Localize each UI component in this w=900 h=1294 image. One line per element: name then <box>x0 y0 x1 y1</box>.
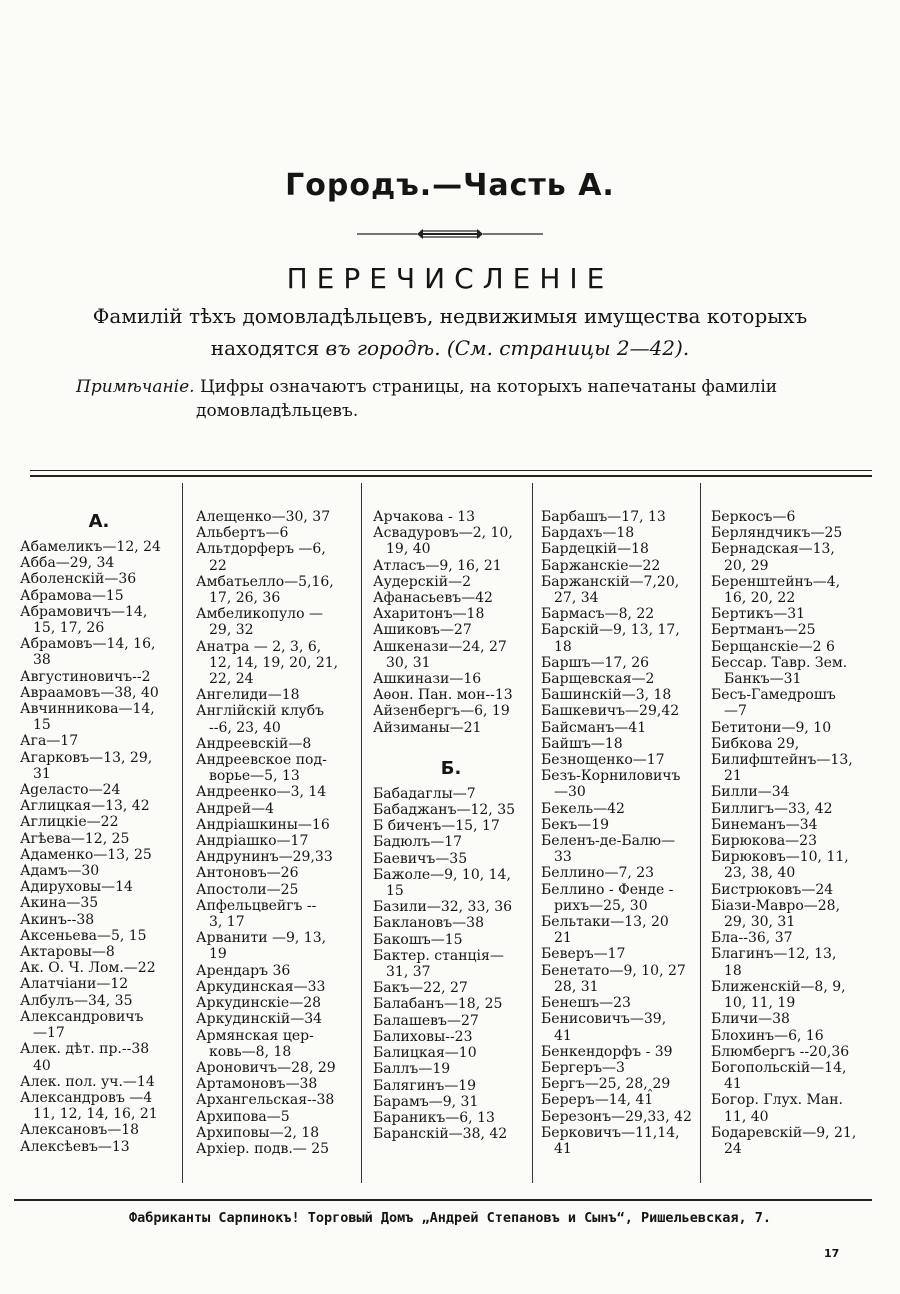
index-entry-continuation: 16, 20, 22 <box>724 590 796 607</box>
index-entry: Баклановъ—38 <box>373 915 484 932</box>
index-entry: Ашкинази—16 <box>373 671 482 688</box>
index-entry: Бергъ—25, 28,‸29 <box>541 1076 671 1093</box>
index-entry: Балашевъ—27 <box>373 1012 479 1029</box>
index-entry: Аркудинская—33 <box>196 978 326 995</box>
index-entry: Архиповы—2, 18 <box>196 1124 320 1141</box>
index-entry: Ага—17 <box>20 733 79 750</box>
index-entry: Башкевичъ—29,42 <box>541 703 680 720</box>
index-entry: Албулъ—34, 35 <box>20 992 133 1009</box>
index-entry: Барбашъ—17, 13 <box>541 509 666 525</box>
index-entry: Айзиманы—21 <box>373 719 482 736</box>
index-entry: Бардахъ—18 <box>541 525 635 542</box>
index-entry: Бекъ—19 <box>541 816 610 833</box>
index-entry-continuation: ворье—5, 13 <box>209 768 300 785</box>
subtitle-line-1: Фамилій тѣхъ домовладѣльцевъ, недвижимыя имущества которыхъ <box>92 304 808 328</box>
index-entry-continuation: 20, 29 <box>724 557 769 574</box>
column-divider <box>532 483 533 1183</box>
index-entry: Ак. О. Ч. Лом.—22 <box>20 960 156 977</box>
index-entry: Бетитони—9, 10 <box>711 719 832 736</box>
note <box>76 375 836 423</box>
index-entry: Авчинникова—14, <box>20 701 155 718</box>
index-entry: Бажоле—9, 10, 14, <box>373 866 511 883</box>
index-entry-continuation: 41 <box>554 1027 572 1044</box>
index-entry: Бесъ-Гамедрошъ <box>711 687 836 704</box>
index-entry-continuation: 18 <box>724 962 742 979</box>
index-entry-continuation: 12, 14, 19, 20, 21, <box>209 654 339 671</box>
index-column-4 <box>541 509 697 1157</box>
index-entry: Билифштейнъ—13, <box>711 752 853 769</box>
index-entry-continuation: 19 <box>209 946 227 963</box>
index-entry: Бельтаки—13, 20 <box>541 914 669 931</box>
index-entry: Апостоли—25 <box>196 881 299 898</box>
index-entry: Бергеръ—3 <box>541 1059 625 1076</box>
index-entry: Аркудинскіе—28 <box>196 995 322 1012</box>
index-entry: Бинеманъ—34 <box>711 816 818 833</box>
note-label: Примѣчаніе. <box>76 377 195 397</box>
index-column-5 <box>711 509 873 1157</box>
index-entry-continuation: 23, 38, 40 <box>724 865 796 882</box>
index-entry: Альбертъ—6 <box>196 525 289 542</box>
index-entry-continuation: 31, 37 <box>386 964 431 981</box>
index-entry: Бардецкій—18 <box>541 541 649 558</box>
index-entry: Августиновичъ--2 <box>20 668 151 685</box>
index-entry: Беленъ-де-Балю— <box>541 833 676 850</box>
index-entry: Балягинъ—19 <box>373 1077 477 1094</box>
index-entry-continuation: 33 <box>554 849 572 866</box>
index-entry: Александровъ —4 <box>20 1089 153 1106</box>
index-entry: Амбатьелло—5,16, <box>196 573 334 590</box>
index-entry-continuation: ковь—8, 18 <box>209 1043 292 1060</box>
bottom-rule <box>14 1199 872 1201</box>
index-entry-continuation: 15, 17, 26 <box>33 620 105 637</box>
index-entry: Бличи—38 <box>711 1011 790 1028</box>
index-entry: Андрунинъ—29,33 <box>196 849 333 866</box>
index-entry: Александровичъ <box>20 1008 144 1025</box>
index-entry: Ахаритонъ—18 <box>373 606 485 623</box>
index-entry: Бибкова 29, <box>711 735 800 752</box>
index-entry: Бараникъ—6, 13 <box>373 1109 495 1126</box>
index-entry: Баржанскіе—22 <box>541 557 661 574</box>
index-entry: Бертикъ—31 <box>711 606 806 623</box>
index-entry: Ангелиди—18 <box>196 687 300 704</box>
index-entry: Аболенскій—36 <box>20 571 137 588</box>
page-number: 17 <box>824 1247 840 1260</box>
index-entry: Беверъ—17 <box>541 946 626 963</box>
index-entry: Бармасъ—8, 22 <box>541 606 655 623</box>
index-entry: Адируховы—14 <box>20 879 133 896</box>
index-entry: Андреенко—3, 14 <box>196 784 327 801</box>
top-rule-thin <box>30 470 872 471</box>
index-entry-continuation: 27, 34 <box>554 590 599 607</box>
index-entry: Агарковъ—13, 29, <box>20 749 153 766</box>
column-divider <box>700 483 701 1183</box>
index-entry: Барщевская—2 <box>541 671 655 688</box>
index-entry: Баллъ—19 <box>373 1061 451 1078</box>
index-entry: Аркудинскій—34 <box>196 1011 323 1028</box>
column-divider <box>182 483 183 1183</box>
index-entry-continuation: --6, 23, 40 <box>209 719 281 736</box>
subtitle-line-2 <box>0 336 900 360</box>
index-entry: Абрамовъ—14, 16, <box>20 636 156 653</box>
index-entry: Благинъ—12, 13, <box>711 946 837 963</box>
index-entry: Ближенскій—8, 9, <box>711 978 846 995</box>
index-entry: Богор. Глух. Ман. <box>711 1092 844 1109</box>
index-entry-continuation: 18 <box>554 638 572 655</box>
index-entry: Баршъ—17, 26 <box>541 654 650 671</box>
index-entry: Беллино - Фенде - <box>541 881 674 898</box>
index-entry-continuation: 10, 11, 19 <box>724 995 796 1012</box>
index-entry: Бернадская—13, <box>711 541 835 558</box>
index-entry: Березонъ—29,33, 42 <box>541 1108 692 1125</box>
index-entry: Бенкендорфъ - 39 <box>541 1043 673 1060</box>
index-entry: Бенетато—9, 10, 27 <box>541 962 686 979</box>
index-entry: Антоновъ—26 <box>196 865 299 882</box>
index-entry: Башинскій—3, 18 <box>541 687 672 704</box>
index-entry: Бабадаглы—7 <box>373 785 476 802</box>
index-entry: Афанасьевъ—42 <box>373 590 493 607</box>
note-text-line-2: домовладѣльцевъ. <box>196 401 359 421</box>
index-entry: Базили—32, 33, 36 <box>373 899 513 916</box>
index-entry: Арчакова - 13 <box>373 509 476 525</box>
index-entry: Апфельцвейгъ -- <box>196 897 317 914</box>
index-entry: Абрамова—15 <box>20 587 124 604</box>
index-entry: Абба—29, 34 <box>20 555 115 572</box>
index-entry: Билли—34 <box>711 784 790 801</box>
index-entry: Берляндчикъ—25 <box>711 525 843 542</box>
index-entry: Арендаръ 36 <box>196 962 291 979</box>
index-entry: Айзенбергъ—6, 19 <box>373 703 510 720</box>
index-entry-continuation: 29, 30, 31 <box>724 914 796 931</box>
index-entry: Барскій—9, 13, 17, <box>541 622 680 639</box>
index-entry-continuation: —17 <box>33 1025 65 1042</box>
index-entry-continuation: 3, 17 <box>209 914 245 931</box>
index-entry: Армянская цер- <box>196 1027 314 1044</box>
index-entry: Бенешъ—23 <box>541 995 631 1012</box>
index-entry: Ageласто—24 <box>20 782 121 799</box>
index-entry: Баевичъ—35 <box>373 850 468 867</box>
index-entry: Бекель—42 <box>541 800 625 817</box>
index-entry: Ашиковъ—27 <box>373 622 472 639</box>
section-heading: ПЕРЕЧИСЛЕНІЕ <box>286 262 614 295</box>
section-gap <box>373 736 529 754</box>
index-entry: Бакъ—22, 27 <box>373 980 468 997</box>
index-entry: Бертманъ—25 <box>711 622 816 639</box>
index-entry: Архипова—5 <box>196 1108 290 1125</box>
index-entry: Асвадуровъ—2, 10, <box>373 525 513 542</box>
index-entry: Бирюковъ—10, 11, <box>711 849 849 866</box>
index-entry: Бла--36, 37 <box>711 930 793 947</box>
index-entry: Андріашкины—16 <box>196 816 330 833</box>
index-entry-continuation: 28, 31 <box>554 978 599 995</box>
index-entry: Берщанскіе—2 6 <box>711 638 835 655</box>
index-entry-continuation: 21 <box>554 930 572 947</box>
page-title: Городъ.—Часть А. <box>285 168 615 203</box>
index-entry: Біази-Мавро—28, <box>711 897 841 914</box>
index-entry: Бабаджанъ—12, 35 <box>373 802 516 819</box>
index-entry: Баранскій—38, 42 <box>373 1126 508 1143</box>
index-column-3 <box>373 509 529 1142</box>
index-entry: Акина—35 <box>20 895 99 912</box>
index-entry: Безнощенко—17 <box>541 752 665 769</box>
index-entry-continuation: 24 <box>724 1140 742 1157</box>
index-entry-continuation: 15 <box>33 717 51 734</box>
index-entry: Адаменко—13, 25 <box>20 846 152 863</box>
index-entry-continuation: 22 <box>209 557 227 574</box>
index-entry: Алексѣевъ—13 <box>20 1138 130 1155</box>
index-entry: Абрамовичъ—14, <box>20 603 148 620</box>
index-entry: Бакошъ—15 <box>373 931 463 948</box>
index-entry-continuation: 11, 12, 14, 16, 21 <box>33 1106 158 1123</box>
index-entry: Амбеликопуло — <box>196 606 323 623</box>
index-entry: Алек. дѣт. пр.--38 <box>20 1041 150 1058</box>
index-entry: Бодаревскій—9, 21, <box>711 1124 857 1141</box>
index-entry-continuation: 40 <box>33 1057 51 1074</box>
subtitle-line-2-text: находятся <box>210 336 320 360</box>
index-entry-continuation: 31 <box>33 765 51 782</box>
index-entry-continuation: Банкъ—31 <box>724 671 802 688</box>
index-entry: Балабанъ—18, 25 <box>373 996 503 1013</box>
index-entry: Беллино—7, 23 <box>541 865 655 882</box>
index-entry-continuation: 21 <box>724 768 742 785</box>
index-entry: Андрей—4 <box>196 800 275 817</box>
index-entry: Безъ-Корниловичъ <box>541 768 681 785</box>
index-entry-continuation: 22, 24 <box>209 671 254 688</box>
index-entry: Бистрюковъ—24 <box>711 881 834 898</box>
index-entry-continuation: 38 <box>33 652 51 669</box>
index-entry: Бирюкова—23 <box>711 833 817 850</box>
index-entry: Аглицкіе—22 <box>20 814 119 831</box>
index-entry: Архіер. подв.— 25 <box>196 1140 330 1157</box>
index-column-1 <box>20 507 178 1155</box>
index-entry: Аксеньева—5, 15 <box>20 927 147 944</box>
index-entry: Авраамовъ—38, 40 <box>20 684 159 701</box>
advertisement-footer: Фабриканты Сарпинокъ! Торговый Домъ „Андрей Степановъ и Сынъ“, Ришельевская, 7. <box>128 1210 772 1226</box>
index-entry: Берковичъ—11,14, <box>541 1124 680 1141</box>
index-entry: Богопольскій—14, <box>711 1059 847 1076</box>
index-entry: Арванити —9, 13, <box>196 930 327 947</box>
index-entry: Бессар. Тавр. Зем. <box>711 654 848 671</box>
index-entry: Андреевское под- <box>196 752 327 769</box>
index-entry: Агѣева—12, 25 <box>20 830 130 847</box>
index-entry: Алатчіани—12 <box>20 976 129 993</box>
index-entry-continuation: 17, 26, 36 <box>209 590 281 607</box>
index-entry: Ароновичъ—28, 29 <box>196 1059 336 1076</box>
index-entry-continuation: 15 <box>386 883 404 900</box>
index-entry: Андріашко—17 <box>196 833 309 850</box>
column-divider <box>361 483 362 1183</box>
index-entry: Биллигъ—33, 42 <box>711 800 833 817</box>
index-entry: Алек. пол. уч.—14 <box>20 1073 155 1090</box>
index-entry: Байшъ—18 <box>541 735 623 752</box>
index-entry: Аѳон. Пан. мон--13 <box>373 687 513 704</box>
index-entry: Балицкая—10 <box>373 1045 477 1062</box>
index-entry: Алещенко—30, 37 <box>196 509 331 525</box>
index-entry: Аудерскій—2 <box>373 573 472 590</box>
index-entry-continuation: 41 <box>554 1140 572 1157</box>
index-entry: Блохинъ—6, 16 <box>711 1027 824 1044</box>
index-entry: Атласъ—9, 16, 21 <box>373 557 502 574</box>
index-entry: Б биченъ—15, 17 <box>373 818 500 835</box>
index-entry: Англійскій клубъ <box>196 703 325 720</box>
letter-heading: Б. <box>440 757 462 779</box>
top-rule-thick <box>30 475 872 477</box>
index-entry: Балиховы--23 <box>373 1028 473 1045</box>
index-entry-continuation: 11, 40 <box>724 1108 769 1125</box>
index-entry-continuation: 30, 31 <box>386 654 431 671</box>
index-entry: Бактер. станція— <box>373 947 504 964</box>
index-entry: Альтдорферъ —6, <box>196 541 326 558</box>
index-entry-continuation: —7 <box>724 703 747 720</box>
index-entry: Абамеликъ—12, 24 <box>20 539 161 555</box>
divider-ornament <box>357 226 543 242</box>
index-entry: Байсманъ—41 <box>541 719 647 736</box>
index-entry: Блюмбергъ --20,36 <box>711 1043 850 1060</box>
index-entry: Андреевскій—8 <box>196 735 312 752</box>
index-entry: Адамъ—30 <box>20 863 100 880</box>
index-column-2 <box>196 509 358 1157</box>
index-entry-continuation: —30 <box>554 784 586 801</box>
index-entry: Беркосъ—6 <box>711 509 796 525</box>
index-entry-continuation: 29, 32 <box>209 622 254 639</box>
index-entry: Береръ—14, 41 <box>541 1092 654 1109</box>
index-entry: Архангельская--38 <box>196 1092 335 1109</box>
index-entry: Алексановъ—18 <box>20 1122 140 1139</box>
letter-heading: А. <box>88 511 110 532</box>
index-entry: Барамъ—9, 31 <box>373 1093 479 1110</box>
note-text-line-1: Цифры означаютъ страницы, на которыхъ напечатаны фамиліи <box>199 377 778 397</box>
subtitle-page-reference: въ городѣ. (См. страницы 2—42). <box>325 336 690 360</box>
index-entry-continuation: 41 <box>724 1076 742 1093</box>
index-entry: Актаровы—8 <box>20 944 115 961</box>
index-entry: Артамоновъ—38 <box>196 1076 318 1093</box>
index-entry: Акинъ--38 <box>20 911 95 928</box>
index-entry-continuation: рихъ—25, 30 <box>554 897 648 914</box>
index-entry: Ашкенази—24, 27 <box>373 638 507 655</box>
index-entry-continuation: 19, 40 <box>386 541 431 558</box>
index-entry: Анатра — 2, 3, 6, <box>196 638 322 655</box>
index-entry: Бенисовичъ—39, <box>541 1011 667 1028</box>
index-entry: Баржанскій—7,20, <box>541 573 680 590</box>
index-entry: Бадюлъ—17 <box>373 834 463 851</box>
index-entry: Беренштейнъ—4, <box>711 573 841 590</box>
index-entry: Аглицкая—13, 42 <box>20 798 150 815</box>
